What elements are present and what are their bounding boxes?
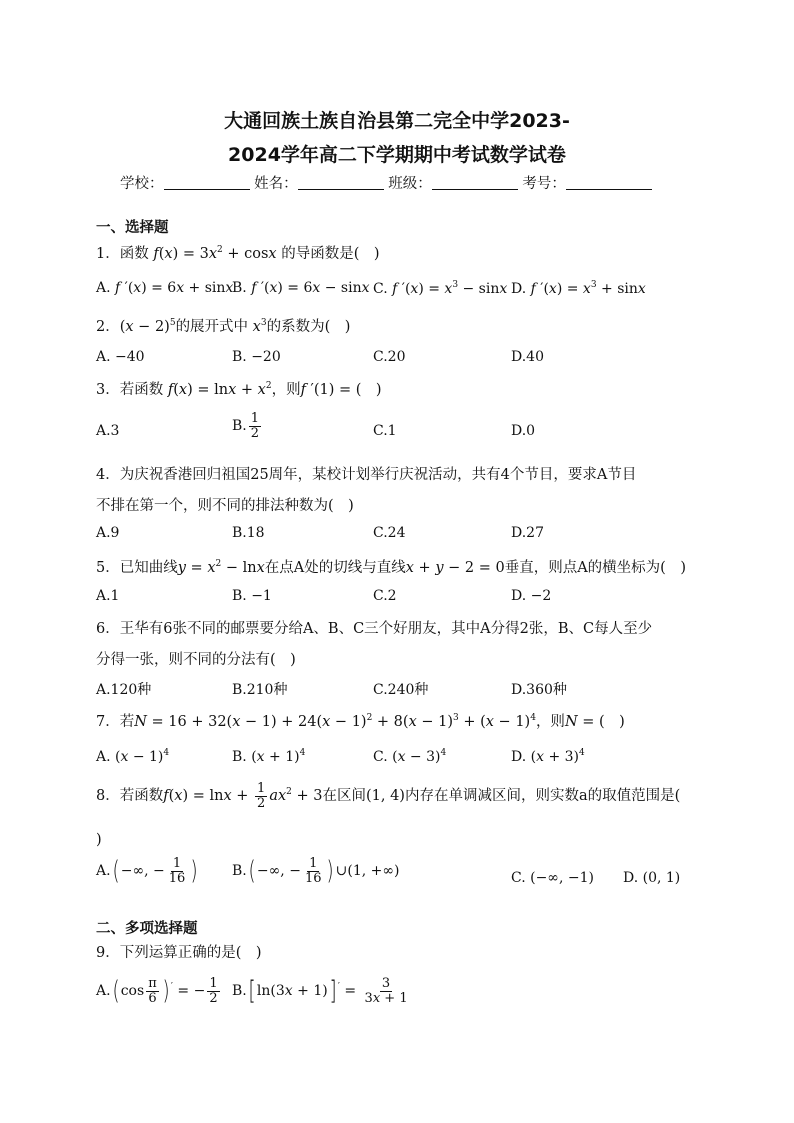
question-8-line2: ) [96,832,102,848]
q1-option-d[interactable]: D. f $'(x) = x^3 + \sin x$ [511,280,646,297]
q7-option-b[interactable]: B. $(x + 1)^4$ [232,748,306,765]
q4-option-c[interactable]: C.24 [373,525,406,541]
q7-option-a[interactable]: A. $(x - 1)^4$ [96,748,170,765]
q3-option-a[interactable]: A.3 [96,423,120,439]
question-2: 2．$(x - 2)^5$的展开式中 $x^3$的系数为( ) [96,318,351,335]
student-info-row [120,172,652,193]
question-8: 8．若函数f(x) = lnx + $\frac{1}{2}$ $ax^2 + 3$在区间(1, 4)内存在单调减区间，则实数a的取值范围是( [96,781,681,811]
q4-option-d[interactable]: D.27 [511,525,544,541]
q8-option-d[interactable]: D. (0, 1) [623,870,681,886]
question-4-line1: 4．为庆祝香港回归祖国25周年，某校计划举行庆祝活动，共有4个节目，要求A节目 [96,467,637,483]
q3-option-d[interactable]: D.0 [511,423,536,439]
section-multi-choice: 二、多项选择题 [96,921,198,937]
number-blank[interactable] [566,175,652,190]
name-label: 姓名： [254,176,298,192]
question-9: 9．下列运算正确的是( ) [96,945,262,961]
q5-option-b[interactable]: B. −1 [232,588,272,604]
q3-option-c[interactable]: C.1 [373,423,397,439]
q8-option-c[interactable]: C. (−∞, −1) [511,870,594,886]
q5-option-c[interactable]: C.2 [373,588,397,604]
question-3: 3．若函数 $f(x) = \ln x + x^2$，则f ′(1) = ( ) [96,381,382,398]
q1-option-b[interactable]: B. f ′(x) = 6x − sinx [232,280,370,296]
name-blank[interactable] [298,175,384,190]
q2-option-c[interactable]: C.20 [373,349,406,365]
question-4-line2: 不排在第一个，则不同的排法种数为( ) [96,498,354,514]
q1-option-a[interactable]: A. f ′(x) = 6x + sinx [96,280,234,296]
class-label: 班级： [388,176,432,192]
q3-option-b[interactable]: B. $\frac{1}{2}$ [232,411,260,441]
class-blank[interactable] [432,175,518,190]
school-label: 学校： [120,176,164,192]
q6-option-c[interactable]: C.240种 [373,682,429,698]
q7-option-d[interactable]: D. $(x + 3)^4$ [511,748,585,765]
section-choice: 一、选择题 [96,220,169,236]
question-1: 1．函数 $f(x) = 3x^2 + \cos x$ 的导函数是( ) [96,245,380,262]
exam-title-line1: 大通回族土族自治县第二完全中学2023- [224,110,570,132]
question-6-line1: 6．王华有6张不同的邮票要分给A、B、C三个好朋友，其中A分得2张，B、C每人至少 [96,621,653,637]
q7-option-c[interactable]: C. $(x - 3)^4$ [373,748,447,765]
question-5: 5．已知曲线$y = x^2 - \ln x$在点A处的切线与直线x + y − 2 = 0垂直，则点A的横坐标为( ) [96,559,686,576]
q2-option-d[interactable]: D.40 [511,349,544,365]
q8-option-a[interactable]: A.( −∞, − $\frac{1}{16}$ ) [96,855,198,886]
q6-option-d[interactable]: D.360种 [511,682,567,698]
q4-option-b[interactable]: B.18 [232,525,265,541]
q9-option-b[interactable]: B.[ ln(3x + 1)] ′ = $\frac{3}{3x + 1}$ [232,975,408,1006]
q2-option-b[interactable]: B. −20 [232,349,281,365]
question-7: 7．若$N = 16 + 32(x - 1) + 24(x - 1)^2 + 8(x - 1)^3 + (x - 1)^4$，则N = ( ) [96,713,625,730]
number-label: 考号： [522,176,566,192]
q2-option-a[interactable]: A. −40 [96,349,145,365]
q5-option-d[interactable]: D. −2 [511,588,552,604]
q5-option-a[interactable]: A.1 [96,588,120,604]
q1-option-c[interactable]: C. f $'(x) = x^3 - \sin x$ [373,280,508,297]
q6-option-b[interactable]: B.210种 [232,682,288,698]
q8-option-b[interactable]: B.( −∞, − $\frac{1}{16}$ ) ∪(1, +∞) [232,855,400,886]
school-blank[interactable] [164,175,250,190]
q4-option-a[interactable]: A.9 [96,525,120,541]
question-6-line2: 分得一张，则不同的分法有( ) [96,652,296,668]
exam-title-line2: 2024学年高二下学期期中考试数学试卷 [228,144,566,166]
q9-option-a[interactable]: A.( cos $\frac{\pi}{6}$ ) ′ = − $\frac{1}{2}$ [96,975,218,1006]
q6-option-a[interactable]: A.120种 [96,682,152,698]
